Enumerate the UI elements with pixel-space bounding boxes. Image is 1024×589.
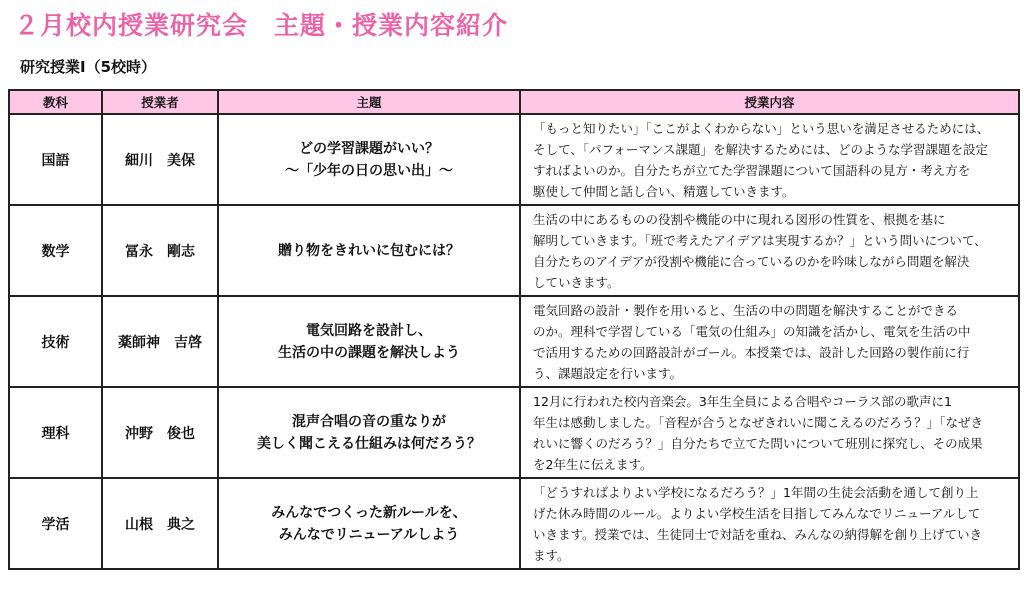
content-cell [520,387,1019,478]
header-content: 授業内容 [520,90,1019,114]
content-line: 「もっと知りたい」「ここがよくわからない」という思いを満足させるためには、 [533,120,990,136]
header-subject: 教科 [9,90,102,114]
content-line: 電気回路の設計・製作を用いると、生活の中の問題を解決することができる [533,302,959,318]
content-cell [520,114,1019,205]
theme-line: みんなでつくった新ルールを、 [271,504,467,521]
content-line: を2年生に伝えます。 [533,456,653,472]
theme-cell [218,478,520,569]
table-header-row [9,90,1019,114]
content-line: げた休み時間のルール。よりよい学校生活を目指してみんなでリニューアルして [533,505,981,521]
content-line: 「どうすればよりよい学校になるだろう？」1年間の生徒会活動を通して創り上 [533,484,979,500]
header-theme: 主題 [218,90,520,114]
theme-cell [218,114,520,205]
table-row [9,114,1019,205]
lesson-table [8,89,1020,570]
content-line: ます。 [533,547,570,563]
subject-cell: 理科 [9,387,102,478]
content-line: 自分たちのアイデアが役割や機能に合っているのかを吟味しながら問題を解決 [533,253,970,269]
teacher-cell: 冨永 剛志 [102,205,218,296]
table-row [9,296,1019,387]
theme-line: 混声合唱の音の重なりが [292,413,446,430]
theme-cell [218,387,520,478]
content-line: そして、「パフォーマンス課題」を解決するためには、どのような学習課題を設定 [533,141,989,157]
theme-line: 美しく聞こえる仕組みは何だろう？ [257,435,481,452]
content-cell [520,478,1019,569]
theme-line: みんなでリニューアルしよう [278,526,460,543]
teacher-cell: 細川 美保 [102,114,218,205]
content-line: していきます。 [533,274,620,290]
content-cell [520,205,1019,296]
content-line: いきます。授業では、生徒同士で対話を重ね、みんなの納得解を創り上げていき [533,526,983,542]
subject-cell: 数学 [9,205,102,296]
content-line: のか。理科で学習している「電気の仕組み」の知識を活かし、電気を生活の中 [533,323,971,339]
subject-cell: 技術 [9,296,102,387]
teacher-cell: 沖野 俊也 [102,387,218,478]
theme-cell [218,296,520,387]
teacher-cell: 山根 典之 [102,478,218,569]
page-title: ２月校内授業研究会 主題・授業内容紹介 [14,11,509,40]
header-teacher: 授業者 [102,90,218,114]
table-row [9,387,1019,478]
theme-line: どの学習課題がいい？ [299,140,439,157]
table-row [9,205,1019,296]
content-line: で活用するための回路設計がゴール。本授業では、設計した回路の製作前に行 [533,344,970,360]
theme-cell [218,205,520,296]
subject-cell: 国語 [9,114,102,205]
content-line: 12月に行われた校内音楽会。3年生全員による合唱やコーラス部の歌声に1 [533,393,952,409]
content-line: れいに響くのだろう？」自分たちで立てた問いについて班別に探究し、その成果 [533,435,983,451]
subject-cell: 学活 [9,478,102,569]
content-line: う、課題設定を行います。 [533,365,683,381]
theme-line: 贈り物をきれいに包むには？ [278,242,460,259]
theme-line: 電気回路を設計し、 [306,322,432,339]
table-row [9,478,1019,569]
content-line: 駆使して仲間と話し合い、精選していきます。 [533,183,795,199]
content-cell [520,296,1019,387]
theme-line: 生活の中の課題を解決しよう [278,344,460,361]
content-line: 解明していきます。「班で考えたアイデアは実現するか？」という問いについて、 [533,232,987,248]
teacher-cell: 薬師神 吉啓 [102,296,218,387]
content-line: すればよいのか。自分たちが立てた学習課題について国語科の見方・考え方を [533,162,971,178]
section-subtitle: 研究授業Ⅰ（5校時） [20,58,157,76]
theme-line: ～「少年の日の思い出」～ [285,162,453,179]
content-line: 生活の中にあるものの役割や機能の中に現れる図形の性質を、根拠を基に [533,211,946,227]
content-line: 年生は感動しました。「音程が合うとなぜきれいに聞こえるのだろう？」「なぜき [533,414,984,430]
